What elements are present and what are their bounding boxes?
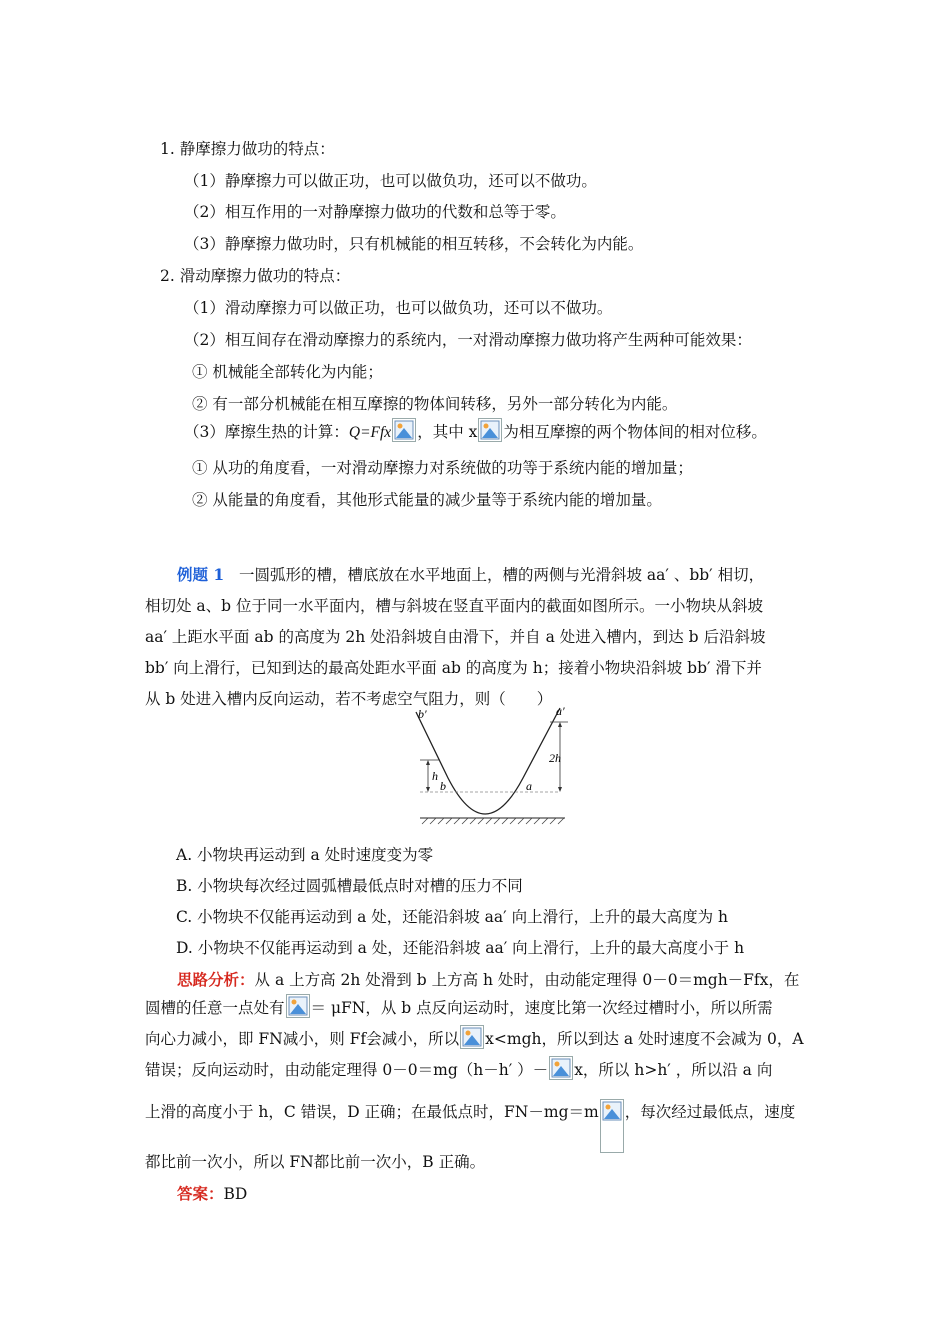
item3-suffix: 为相互摩擦的两个物体间的相对位移。 xyxy=(503,423,767,441)
label-h: h xyxy=(432,769,438,783)
analysis-text-1: 从 a 上方高 2h 处滑到 b 上方高 h 处时，由动能定理得 0－0＝mgh－Ffx，在 xyxy=(254,971,800,989)
section2-sub-4: ② 从能量的角度看，其他形式能量的减少量等于系统内能的增加量。 xyxy=(192,491,662,509)
section2-item-2: （2）相互间存在滑动摩擦力的系统内，一对滑动摩擦力做功将产生两种可能效果： xyxy=(184,331,752,349)
2h-arrow-head-up xyxy=(558,722,562,727)
section1-title: 1. 静摩擦力做功的特点： xyxy=(160,140,335,158)
item3-middle: ，其中 x xyxy=(417,423,478,441)
example-text-1: 一圆弧形的槽，槽底放在水平地面上，槽的两侧与光滑斜坡 aa′ 、bb′ 相切， xyxy=(238,566,765,584)
label-b: b xyxy=(440,779,446,793)
broken-image-icon xyxy=(549,1056,573,1080)
analysis-label: 思路分析： xyxy=(177,970,255,989)
section2-sub-2: ② 有一部分机械能在相互摩擦的物体间转移，另外一部分转化为内能。 xyxy=(192,395,678,413)
analysis-text-2a: 圆槽的任意一点处有 xyxy=(145,999,285,1017)
label-b-prime: b′ xyxy=(418,707,427,721)
answer-line xyxy=(177,1183,247,1205)
example-line-2: 相切处 a、b 位于同一水平面内，槽与斜坡在竖直平面内的截面如图所示。一小物块从斜坡 xyxy=(145,597,764,615)
section2-item-3 xyxy=(184,418,767,444)
broken-image-icon xyxy=(286,994,310,1018)
analysis-text-4b: x，所以 h>h′ ，所以沿 a 向 xyxy=(574,1061,773,1079)
option-a: A. 小物块再运动到 a 处时速度变为零 xyxy=(176,846,434,864)
groove-curve xyxy=(416,708,560,814)
label-2h: 2h xyxy=(549,751,561,765)
label-a: a xyxy=(526,779,532,793)
analysis-line-6: 都比前一次小，所以 FN都比前一次小，B 正确。 xyxy=(145,1153,486,1171)
h-arrow-head-up xyxy=(426,760,430,765)
analysis-text-5b: ，每次经过最低点，速度 xyxy=(624,1103,796,1121)
example-line-5: 从 b 处进入槽内反向运动，若不考虑空气阻力，则（ ） xyxy=(145,690,553,708)
section2-sub-3: ① 从功的角度看，一对滑动摩擦力对系统做的功等于系统内能的增加量； xyxy=(192,459,693,477)
example-line-3: aa′ 上距水平面 ab 的高度为 2h 处沿斜坡自由滑下，并自 a 处进入槽内，到达 b 后沿斜坡 xyxy=(145,628,766,646)
analysis-line-1 xyxy=(145,968,813,992)
option-c: C. 小物块不仅能再运动到 a 处，还能沿斜坡 aa′ 向上滑行，上升的最大高度为 h xyxy=(176,908,729,926)
section2-sub-1: ① 机械能全部转化为内能； xyxy=(192,363,383,381)
groove-figure xyxy=(410,700,580,830)
section1-item-1: （1）静摩擦力可以做正功，也可以做负功，还可以不做功。 xyxy=(184,172,597,190)
option-d: D. 小物块不仅能再运动到 a 处，还能沿斜坡 aa′ 向上滑行，上升的最大高度小于 h xyxy=(176,939,745,957)
broken-image-icon xyxy=(600,1099,624,1153)
ground-hatch xyxy=(422,818,564,824)
option-b: B. 小物块每次经过圆弧槽最低点时对槽的压力不同 xyxy=(176,877,523,895)
example-line-4: bb′ 向上滑行，已知到达的最高处距水平面 ab 的高度为 h；接着小物块沿斜坡 bb′ 滑下并 xyxy=(145,659,762,677)
analysis-line-2 xyxy=(145,994,813,1020)
analysis-text-3a: 向心力减小，即 FN减小，则 Ff会减小，所以 xyxy=(145,1030,460,1048)
broken-image-icon xyxy=(460,1025,484,1049)
example-line-1 xyxy=(145,563,813,587)
2h-arrow-head-down xyxy=(558,787,562,792)
analysis-line-5 xyxy=(145,1099,813,1153)
answer-value: BD xyxy=(223,1185,248,1203)
answer-label: 答案： xyxy=(177,1184,224,1203)
analysis-text-2b: ＝ μFN，从 b 点反向运动时，速度比第一次经过槽时小，所以所需 xyxy=(310,999,773,1017)
analysis-line-4 xyxy=(145,1056,813,1082)
analysis-text-4a: 错误；反向运动时，由动能定理得 0－0＝mg（h－h′ ）－ xyxy=(145,1061,549,1079)
section2-item-1: （1）滑动摩擦力可以做正功，也可以做负功，还可以不做功。 xyxy=(184,299,613,317)
analysis-line-3 xyxy=(145,1025,813,1051)
label-a-prime: a′ xyxy=(556,704,565,718)
example-label: 例题 1 xyxy=(177,565,225,584)
section1-item-3: （3）静摩擦力做功时，只有机械能的相互转移，不会转化为内能。 xyxy=(184,235,644,253)
section2-title: 2. 滑动摩擦力做功的特点： xyxy=(160,267,351,285)
h-arrow-head-down xyxy=(426,787,430,792)
broken-image-icon xyxy=(478,418,502,442)
analysis-text-5a: 上滑的高度小于 h，C 错误，D 正确；在最低点时，FN－mg＝m xyxy=(145,1103,599,1121)
item3-prefix: （3）摩擦生热的计算： xyxy=(184,423,349,441)
analysis-text-3b: x<mgh，所以到达 a 处时速度不会减为 0，A xyxy=(485,1030,804,1048)
broken-image-icon xyxy=(392,418,416,442)
heat-formula: Q=Ffx xyxy=(348,424,392,441)
section1-item-2: （2）相互作用的一对静摩擦力做功的代数和总等于零。 xyxy=(184,203,566,221)
